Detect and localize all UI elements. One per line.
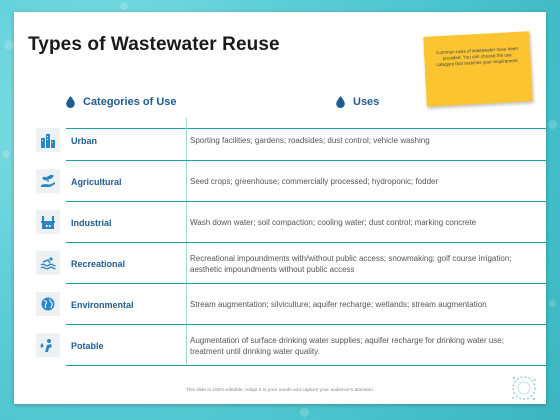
slide — [14, 12, 546, 404]
background-bubble — [2, 150, 10, 158]
sticky-note-text: Common uses of wastewater have been provided. You can choose the use category that matches your requirement. — [435, 45, 519, 68]
table-row — [14, 202, 546, 243]
header-uses-label: Uses — [353, 96, 380, 108]
factory-icon — [40, 214, 56, 230]
uses-text: Seed crops; greenhouse; commercially processed; hydroponic; fodder — [190, 177, 439, 186]
page-title: Types of Wastewater Reuse — [28, 34, 280, 55]
category-label: Recreational — [71, 258, 126, 269]
table-row — [14, 284, 546, 325]
category-label: Potable — [71, 340, 104, 351]
table-row — [14, 161, 546, 202]
table-row — [14, 120, 546, 161]
uses-text: Stream augmentation; silviculture; aquifer recharge; wetlands; stream augmentation — [190, 300, 487, 309]
category-label: Environmental — [71, 299, 134, 310]
background-bubble — [548, 120, 557, 129]
background-bubble — [300, 408, 309, 417]
uses-text: Wash down water; soil compaction; cooling water; dust control; marking concrete — [190, 218, 477, 227]
table-row — [14, 325, 546, 366]
city-buildings-icon — [40, 132, 56, 148]
category-label: Agricultural — [71, 176, 122, 187]
row-divider — [66, 365, 546, 366]
row-icon-box — [36, 169, 60, 193]
swimming-waves-icon — [40, 255, 56, 271]
hand-plant-icon — [40, 173, 56, 189]
water-drop-icon — [336, 96, 345, 108]
category-label: Urban — [71, 135, 98, 146]
row-icon-box — [36, 210, 60, 234]
uses-text: Augmentation of surface drinking water supplies; aquifer recharge for drinking water use; treatment until drinking water quality. — [190, 335, 504, 356]
header-categories-label: Categories of Use — [83, 96, 177, 108]
water-drop-icon — [66, 96, 75, 108]
uses-text: Sporting facilities; gardens; roadsides; dust control; vehicle washing — [190, 136, 430, 145]
footer-text: This slide is 100% editable. Adapt it to your needs and capture your audience's attention. — [185, 388, 375, 393]
header-uses — [336, 96, 379, 108]
drinking-water-icon — [40, 337, 56, 353]
row-icon-box — [36, 333, 60, 357]
background-bubble — [120, 2, 128, 10]
background-bubble — [4, 40, 14, 50]
water-splash-icon — [508, 372, 540, 404]
row-icon-box — [36, 251, 60, 275]
row-icon-box — [36, 292, 60, 316]
table-row — [14, 243, 546, 284]
row-icon-box — [36, 128, 60, 152]
sticky-note — [423, 31, 533, 106]
category-label: Industrial — [71, 217, 112, 228]
header-categories — [66, 96, 177, 108]
globe-icon — [40, 296, 56, 312]
background-bubble — [549, 300, 556, 307]
uses-text: Recreational impoundments with/without public access; snowmaking; golf course irrigation; aesthetic impoundments without public access — [190, 253, 512, 274]
